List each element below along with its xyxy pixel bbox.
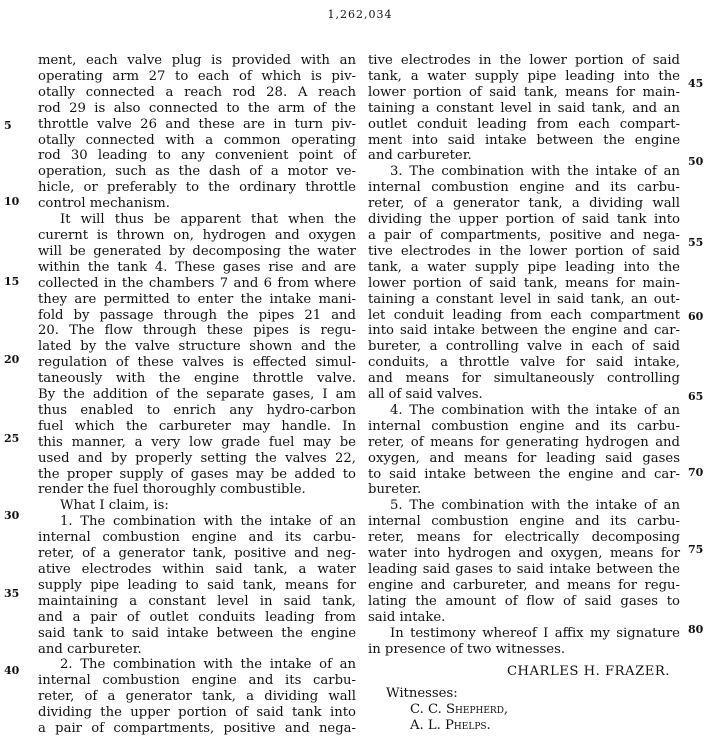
right-column — [368, 53, 680, 734]
text-line: internal combustion engine and its carbu- — [38, 530, 356, 546]
text-line: the proper supply of gases may be added to — [38, 466, 356, 482]
line-number: 15 — [4, 275, 20, 288]
line-number: 60 — [688, 310, 704, 323]
text-line: all of said valves. — [368, 387, 483, 403]
line-number: 75 — [688, 543, 704, 556]
text-line: bureter. — [368, 482, 422, 498]
claim-3 — [368, 164, 680, 403]
line-number: 10 — [4, 195, 20, 208]
text-line: operating arm 27 to each of which is piv- — [38, 68, 356, 84]
text-line: By the addition of the separate gases, I am — [38, 387, 356, 403]
text-line: in presence of two witnesses. — [368, 641, 566, 657]
text-line: taining a constant level in said tank, an out- — [368, 291, 680, 307]
text-line: will be generated by decomposing the water — [38, 243, 356, 259]
claims-heading — [38, 498, 356, 514]
text-line: control mechanism. — [38, 196, 170, 212]
claim-5 — [368, 498, 680, 625]
text-line: and carbureter. — [368, 148, 472, 164]
text-line: water into hydrogen and oxygen, means for — [368, 546, 680, 562]
text-line: ment into said intake between the engine — [368, 132, 680, 148]
text-line: ment, each valve plug is provided with an — [38, 53, 356, 68]
text-line: otally connected with a common operating — [38, 132, 356, 148]
left-column — [38, 53, 356, 737]
patent-number: 1,262,034 — [327, 8, 393, 21]
text-line: reter, of a generator tank, positive and neg- — [38, 546, 356, 562]
text-line: ative electrodes within said tank, a water — [38, 562, 356, 577]
witness-name: A. L. Phelps. — [410, 718, 491, 734]
text-line: It will thus be apparent that when the — [60, 212, 356, 228]
text-line: into said intake between the engine and car- — [368, 323, 680, 339]
text-line: reter, of a generator tank, a dividing wall — [38, 689, 356, 705]
text-line: taining a constant level in said tank, and an — [368, 100, 680, 116]
text-line: said tank to said intake between the engine — [38, 625, 356, 641]
text-line: 20. The flow through these pipes is regu- — [38, 323, 356, 339]
line-number: 30 — [4, 509, 20, 522]
text-line: lating the amount of flow of said gases to — [368, 593, 680, 609]
text-line: tank, a water supply pipe leading into the — [368, 259, 680, 275]
text-line: reter, of a generator tank, a dividing wall — [368, 196, 680, 212]
text-line: 3. The combination with the intake of an — [390, 164, 680, 180]
text-line: regulation of these valves is effected simul- — [38, 355, 356, 371]
line-number: 55 — [688, 236, 704, 249]
text-line: a pair of compartments, positive and nega- — [368, 227, 680, 243]
witnesses-label: Witnesses: — [386, 686, 458, 702]
text-line: What I claim, is: — [60, 498, 169, 514]
text-line: this manner, a very low grade fuel may be — [38, 434, 356, 450]
text-line: hicle, or preferably to the ordinary throttle — [38, 180, 356, 196]
text-line: outlet conduit leading from each compart- — [368, 116, 680, 132]
text-line: said intake. — [368, 609, 446, 625]
text-line: internal combustion engine and its carbu- — [368, 180, 680, 196]
line-number: 20 — [4, 353, 20, 366]
text-line: maintaining a constant level in said tank, — [38, 593, 356, 609]
text-line: curernt is thrown on, hydrogen and oxygen — [38, 227, 356, 243]
text-line: engine and carbureter, and means for regu- — [368, 577, 680, 593]
text-line: 1. The combination with the intake of an — [60, 514, 356, 530]
text-line: and carbureter. — [38, 641, 142, 657]
text-line: lower portion of said tank, means for main- — [368, 275, 680, 291]
text-line: 5. The combination with the intake of an — [390, 498, 680, 514]
text-line: bureter, a controlling valve in each of said — [368, 339, 680, 355]
text-line: internal combustion engine and its carbu- — [368, 514, 680, 530]
text-line: 4. The combination with the intake of an — [390, 402, 680, 418]
paragraph — [38, 53, 356, 212]
text-line: fuel which the carbureter may handle. In — [38, 418, 356, 434]
text-line: lated by the valve structure shown and the — [38, 339, 356, 355]
text-line: a pair of compartments, positive and nega- — [38, 721, 356, 737]
text-line: let conduit leading from each compartment — [368, 307, 680, 323]
text-line: lower portion of said tank, means for main- — [368, 84, 680, 100]
text-line: used and by properly setting the valves 22, — [38, 450, 356, 466]
testimony — [368, 626, 680, 658]
text-line: taneously with the engine throttle valve. — [38, 371, 356, 387]
text-line: within the tank 4. These gases rise and are — [38, 259, 356, 275]
text-line: and a pair of outlet conduits leading from — [38, 609, 356, 625]
text-line: reter, means for electrically decomposing — [368, 530, 680, 546]
line-number: 45 — [688, 77, 704, 90]
text-line: tive electrodes in the lower portion of said — [368, 53, 680, 68]
text-line: and means for simultaneously controlling — [368, 371, 680, 387]
text-line: dividing the upper portion of said tank into — [38, 705, 356, 721]
text-line: In testimony whereof I affix my signature — [390, 625, 680, 641]
text-line: rod 30 leading to any convenient point of — [38, 148, 356, 164]
claim-2-end — [368, 53, 680, 164]
line-number: 5 — [4, 119, 12, 132]
text-line: tive electrodes in the lower portion of said — [368, 243, 680, 259]
line-number: 80 — [688, 623, 704, 636]
text-line: reter, of means for generating hydrogen and — [368, 434, 680, 450]
line-number: 65 — [688, 390, 704, 403]
line-number: 70 — [688, 466, 704, 479]
witnesses-block — [368, 686, 680, 734]
line-number: 40 — [4, 664, 20, 677]
text-line: they are permitted to enter the intake mani- — [38, 291, 356, 307]
text-line: to said intake between the engine and car- — [368, 466, 680, 482]
text-line: supply pipe leading to said tank, means for — [38, 577, 356, 593]
text-line: internal combustion engine and its carbu- — [38, 673, 356, 689]
text-line: 2. The combination with the intake of an — [60, 657, 356, 673]
text-line: internal combustion engine and its carbu- — [368, 418, 680, 434]
text-line: render the fuel thoroughly combustible. — [38, 482, 306, 498]
inventor-signature: CHARLES H. FRAZER. — [506, 664, 670, 680]
signature-block — [368, 664, 680, 680]
paragraph — [38, 212, 356, 498]
text-line: conduits, a throttle valve for said intake, — [368, 355, 680, 371]
text-line: collected in the chambers 7 and 6 from where — [38, 275, 356, 291]
claim-4 — [368, 403, 680, 498]
text-line: otally connected a reach rod 28. A reach — [38, 84, 356, 100]
text-line: throttle valve 26 and these are in turn piv- — [38, 116, 356, 132]
text-line: thus enabled to enrich any hydro-carbon — [38, 402, 356, 418]
line-number: 25 — [4, 432, 20, 445]
text-line: oxygen, and means for leading said gases — [368, 450, 680, 466]
claim-2-start — [38, 657, 356, 737]
text-line: operation, such as the dash of a motor ve- — [38, 164, 356, 180]
line-number: 35 — [4, 587, 20, 600]
text-line: leading said gases to said intake between the — [368, 562, 680, 577]
line-number: 50 — [688, 155, 704, 168]
witness-name: C. C. Shepherd, — [410, 702, 509, 718]
text-line: rod 29 is also connected to the arm of the — [38, 100, 356, 116]
text-line: dividing the upper portion of said tank into — [368, 212, 680, 228]
text-line: tank, a water supply pipe leading into the — [368, 68, 680, 84]
text-line: fold by passage through the pipes 21 and — [38, 307, 356, 323]
claim-1 — [38, 514, 356, 657]
